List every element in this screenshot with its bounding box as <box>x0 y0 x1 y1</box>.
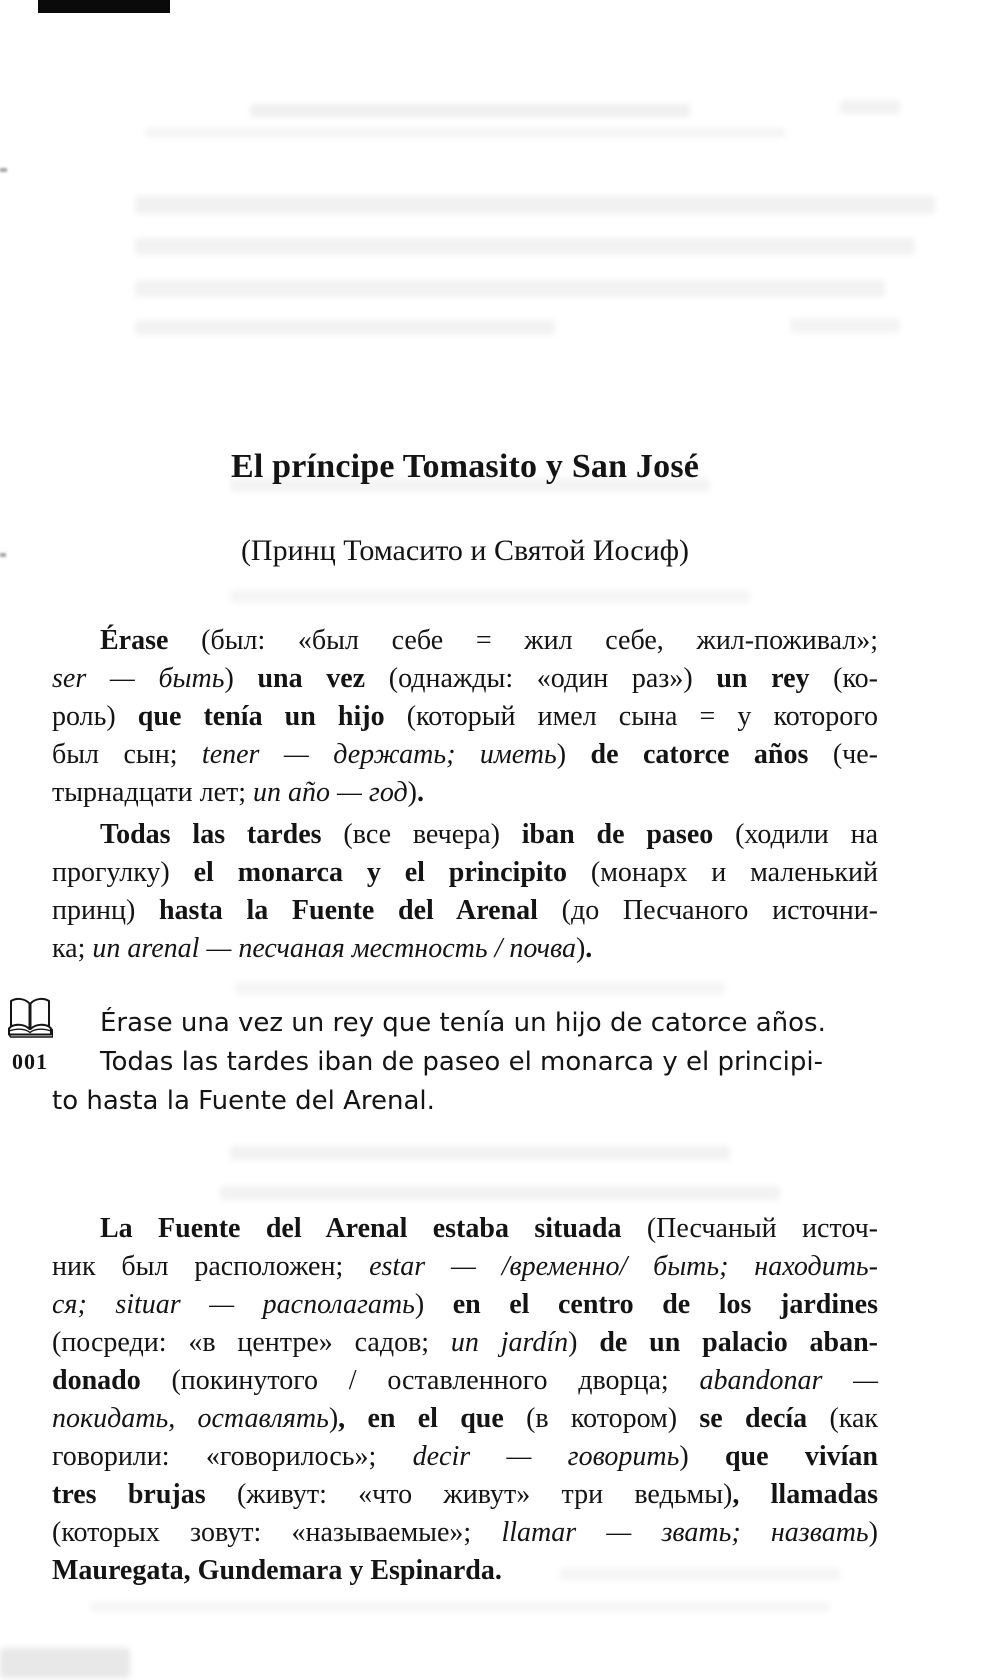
bleed-through-artifact <box>135 320 555 335</box>
text-run: был сын; <box>52 739 202 770</box>
bleed-through-artifact <box>90 1602 830 1612</box>
text-run: ) <box>575 933 586 964</box>
text-run: que tenía un hijo <box>137 701 385 732</box>
text-line <box>52 930 878 968</box>
text-run: принц) <box>52 895 159 926</box>
text-line <box>52 1362 878 1400</box>
text-run: ся; situar — располагать <box>52 1289 415 1320</box>
text-line <box>52 854 878 892</box>
text-run: (че- <box>808 739 878 770</box>
text-run: говорили: «говорилось»; <box>52 1441 413 1472</box>
text-line <box>52 1286 878 1324</box>
text-run: покидать, оставлять <box>52 1403 329 1434</box>
page-edge-mark <box>0 168 7 172</box>
text-line <box>52 1324 878 1362</box>
text-run: тырнадцати лет; <box>52 777 254 808</box>
text-run: ) <box>414 1289 453 1320</box>
text-run: Mauregata, Gundemara y Espinarda. <box>52 1555 502 1586</box>
interlinear-paragraph <box>52 816 878 968</box>
text-line <box>52 774 878 812</box>
text-run: (все вечера) <box>321 819 522 850</box>
interlinear-paragraph <box>52 1210 878 1590</box>
text-line <box>52 698 878 736</box>
text-run: ) <box>556 739 591 770</box>
text-run: (ходили на <box>713 819 878 850</box>
text-run: , en el que <box>338 1403 504 1434</box>
text-run: ) <box>679 1441 725 1472</box>
text-line <box>52 1514 878 1552</box>
bleed-through-artifact <box>840 100 900 114</box>
text-run: de catorce años <box>590 739 809 770</box>
text-run: tres brujas <box>52 1479 206 1510</box>
text-run: . <box>585 933 593 964</box>
text-line <box>52 1210 878 1248</box>
text-run: un jardín <box>450 1327 569 1358</box>
text-run: en el centro de los jardines <box>452 1289 878 1320</box>
text-run: que vivían <box>724 1441 878 1472</box>
text-run: (в котором) <box>503 1403 700 1434</box>
story-title-translation: (Принц Томасито и Святой Иосиф) <box>240 534 690 567</box>
text-run: decir — говорить <box>412 1441 680 1472</box>
audio-track-number: 001 <box>12 1049 48 1074</box>
bleed-through-artifact <box>235 982 725 995</box>
bleed-through-artifact <box>250 104 690 117</box>
text-run: (был: «был себе = жил себе, жил-поживал»; <box>168 625 878 656</box>
text-line: Érase una vez un rey que tenía un hijo de catorce años. <box>100 1008 826 1038</box>
text-run: se decía <box>699 1403 808 1434</box>
text-line <box>52 1476 878 1514</box>
text-run: Érase <box>100 625 169 656</box>
text-run: (живут: «что живут» три ведьмы) <box>205 1479 733 1510</box>
bleed-through-artifact <box>135 196 935 214</box>
text-run: ser — быть <box>52 663 225 694</box>
text-run: La Fuente del Arenal estaba situada <box>100 1213 622 1244</box>
bleed-through-artifact <box>0 1648 130 1678</box>
text-run: ) <box>224 663 258 694</box>
text-run: ка; <box>52 933 93 964</box>
open-book-icon <box>7 996 53 1040</box>
text-run: (монарх и маленький <box>567 857 878 888</box>
text-run: estar — /временно/ быть; находить- <box>369 1251 878 1282</box>
text-run: una vez <box>257 663 366 694</box>
text-run: de un palacio aban- <box>599 1327 879 1358</box>
text-run: (который имел сына = у которого <box>384 701 878 732</box>
text-run: un año — год <box>253 777 408 808</box>
text-run: ) <box>868 1517 878 1548</box>
bleed-through-artifact <box>230 1146 730 1160</box>
text-run: (Песчаный источ- <box>621 1213 878 1244</box>
bleed-through-artifact <box>230 590 750 603</box>
text-line <box>52 1248 878 1286</box>
text-line <box>52 816 878 854</box>
text-line <box>52 1400 878 1438</box>
text-run: hasta la Fuente del Arenal <box>158 895 538 926</box>
text-line <box>52 892 878 930</box>
text-line: to hasta la Fuente del Arenal. <box>52 1086 435 1116</box>
text-run: ) <box>328 1403 339 1434</box>
text-line: Todas las tardes iban de paseo el monarca y el principi- <box>100 1047 823 1077</box>
text-run: (как <box>807 1403 879 1434</box>
text-run: un arenal — песчаная местность / почва <box>92 933 576 964</box>
text-line <box>52 660 878 698</box>
text-run: роль) <box>52 701 138 732</box>
bleed-through-artifact <box>135 238 915 255</box>
bleed-through-artifact <box>220 1186 780 1200</box>
text-run: Todas las tardes <box>100 819 322 850</box>
text-run: tener — держать; иметь <box>201 739 557 770</box>
text-run: iban de paseo <box>521 819 714 850</box>
text-run: (ко- <box>809 663 879 694</box>
bleed-through-artifact <box>135 280 885 297</box>
text-line <box>52 1438 878 1476</box>
text-run: abandonar — <box>699 1365 879 1396</box>
text-line <box>52 1552 878 1590</box>
page-edge-mark <box>0 553 6 557</box>
bleed-through-artifact <box>790 318 900 333</box>
bleed-through-artifact <box>145 128 785 137</box>
scanner-black-bar-artifact <box>38 0 170 13</box>
story-title: El príncipe Tomasito y San José <box>230 448 700 485</box>
text-run: el monarca y el principito <box>193 857 568 888</box>
text-run: прогулку) <box>52 857 194 888</box>
audio-track-marker <box>6 996 54 1075</box>
text-run: (которых зовут: «называемые»; <box>52 1517 502 1548</box>
text-run: donado <box>52 1365 141 1396</box>
text-run: ) <box>407 777 417 808</box>
text-run: (посреди: «в центре» садов; <box>52 1327 451 1358</box>
text-run: (покинутого / оставленного дворца; <box>140 1365 700 1396</box>
text-line <box>52 622 878 660</box>
text-run: . <box>416 777 424 808</box>
plain-spanish-text <box>52 1004 878 1121</box>
text-line <box>52 736 878 774</box>
text-run: llamar — звать; назвать <box>501 1517 869 1548</box>
interlinear-paragraph <box>52 622 878 812</box>
text-run: ) <box>568 1327 600 1358</box>
text-run: , llamadas <box>732 1479 878 1510</box>
text-run: (до Песчаного источни- <box>537 895 879 926</box>
text-run: ник был расположен; <box>52 1251 370 1282</box>
text-run: un rey <box>716 663 810 694</box>
text-run: (однажды: «один раз») <box>365 663 717 694</box>
